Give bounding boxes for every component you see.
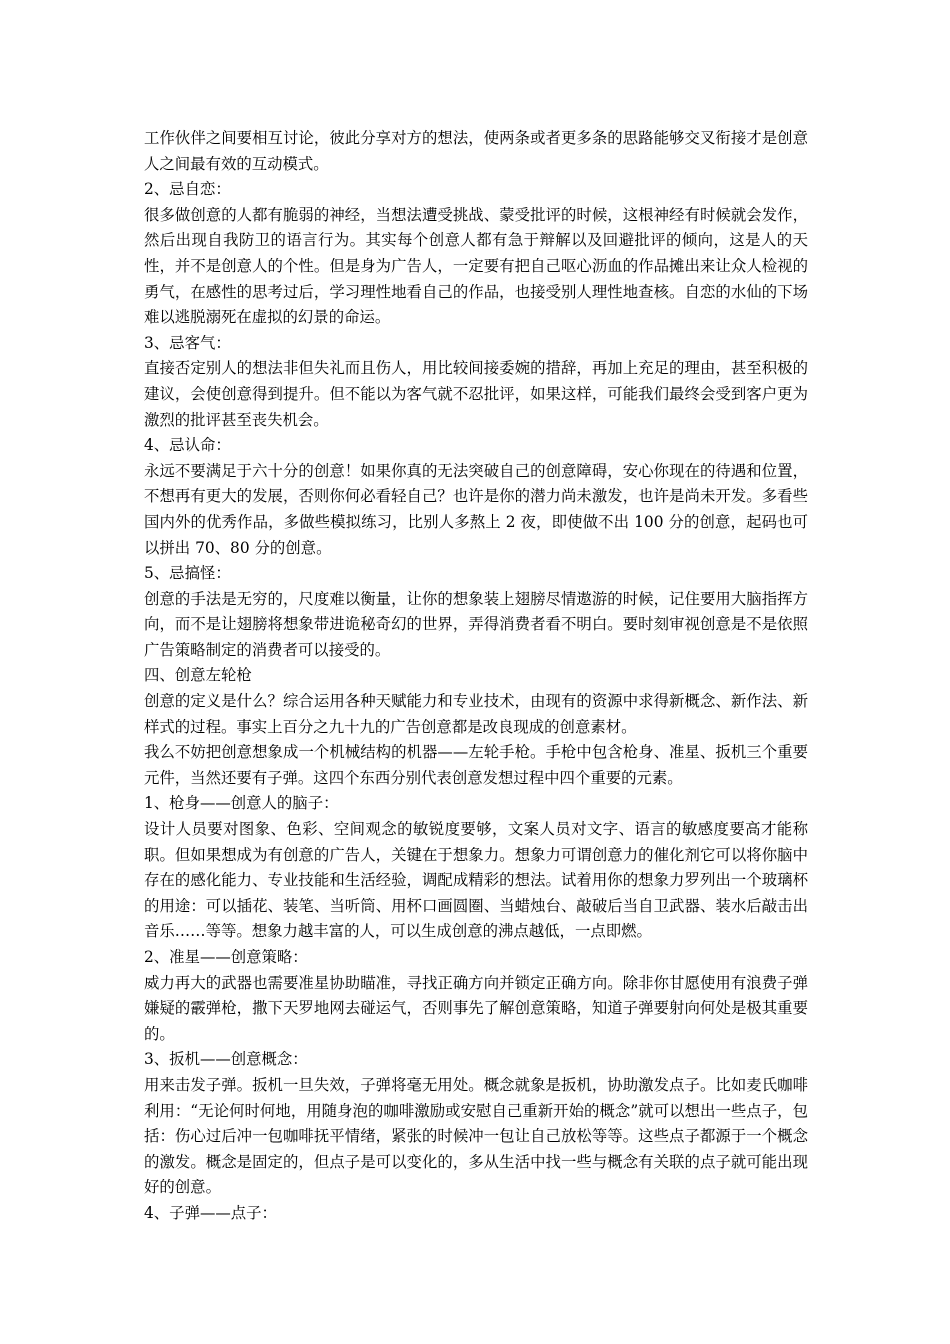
chapter-heading: 四、创意左轮枪 [144, 666, 252, 685]
paragraph: 创意的定义是什么？综合运用各种天赋能力和专业技术，由现有的资源中求得新概念、新作法、新样式的过程。事实上百分之九十九的广告创意都是改良现成的创意素材。 [144, 692, 808, 736]
section-heading: 3、扳机——创意概念： [144, 1050, 308, 1069]
section-heading: 4、子弹——点子： [144, 1203, 277, 1222]
section-heading: 2、准星——创意策略： [144, 948, 308, 966]
section-heading: 1、枪身——创意人的脑子： [144, 794, 339, 813]
section-heading: 4、忌认命： [144, 436, 231, 455]
paragraph: 工作伙伴之间要相互讨论，彼此分享对方的想法，使两条或者更多条的思路能够交叉衔接才是创意人之间最有效的互动模式。 [144, 129, 808, 173]
paragraph: 设计人员要对图象、色彩、空间观念的敏锐度要够，文案人员对文字、语言的敏感度要高才能称职。但如果想成为有创意的广告人，关键在于想象力。想象力可谓创意力的催化剂它可以将你脑中存在的感化能力、专业技能和生活经验，调配成精彩的想法。试着用你的想象力罗列出一个玻璃杯的用途：可以插花、装笔、当听筒、用杯口画圆圈、当蜡烛台、敲破后当自卫武器、装水后敲击出音乐……等等。想象力越丰富的人，可以生成创意的沸点越低，一点即燃。 [144, 820, 808, 941]
paragraph: 很多做创意的人都有脆弱的神经，当想法遭受挑战、蒙受批评的时候，这根神经有时候就会发作，然后出现自我防卫的语言行为。其实每个创意人都有急于辩解以及回避批评的倾向，这是人的天性，并不是创意人的个性。但是身为广告人，一定要有把自己呕心沥血的作品摊出来让众人检视的勇气，在感性的思考过后，学习理性地看自己的作品，也接受别人理性地查核。自恋的水仙的下场难以逃脱溺死在虚拟的幻景的命运。 [144, 205, 808, 327]
paragraph: 我么不妨把创意想象成一个机械结构的机器——左轮手枪。手枪中包含枪身、准星、扳机三个重要元件，当然还要有子弹。这四个东西分别代表创意发想过程中四个重要的元素。 [144, 743, 808, 787]
section-heading: 2、忌自恋： [144, 180, 231, 199]
paragraph: 用来击发子弹。扳机一旦失效，子弹将毫无用处。概念就象是扳机，协助激发点子。比如麦氏咖啡利用：“无论何时何地，用随身泡的咖啡激励或安慰自己重新开始的概念”就可以想出一些点子，包括：伤心过后冲一包咖啡抚平情绪，紧张的时候冲一包让自己放松等等。这些点子都源于一个概念的激发。概念是固定的，但点子是可以变化的，多从生活中找一些与概念有关联的点子就可能出现好的创意。 [144, 1075, 808, 1197]
paragraph: 直接否定别人的想法非但失礼而且伤人，用比较间接委婉的措辞，再加上充足的理由，甚至积极的建议，会使创意得到提升。但不能以为客气就不忍批评，如果这样，可能我们最终会受到客户更为激烈的批评甚至丧失机会。 [144, 359, 808, 429]
paragraph: 威力再大的武器也需要准星协助瞄准，寻找正确方向并锁定正确方向。除非你甘愿使用有浪费子弹嫌疑的霰弹枪，撒下天罗地网去碰运气，否则事先了解创意策略，知道子弹要射向何处是极其重要的。 [144, 973, 808, 1043]
section-heading: 5、忌搞怪： [144, 564, 231, 583]
paragraph: 永远不要满足于六十分的创意！如果你真的无法突破自己的创意障碍，安心你现在的待遇和位置，不想再有更大的发展，否则你何必看轻自己？也许是你的潜力尚未激发，也许是尚未开发。多看些国内外的优秀作品，多做些模拟练习，比别人多熬上 2 夜，即使做不出 100 分的创意，起码也可以拼出 70、80 分的创意。 [144, 461, 808, 557]
document-body [144, 126, 808, 1227]
paragraph: 创意的手法是无穷的，尺度难以衡量，让你的想象装上翅膀尽情遨游的时候，记住要用大脑指挥方向，而不是让翅膀将想象带进诡秘奇幻的世界，弄得消费者看不明白。要时刻审视创意是不是依照广告策略制定的消费者可以接受的。 [144, 589, 808, 659]
section-heading: 3、忌客气： [144, 333, 231, 352]
